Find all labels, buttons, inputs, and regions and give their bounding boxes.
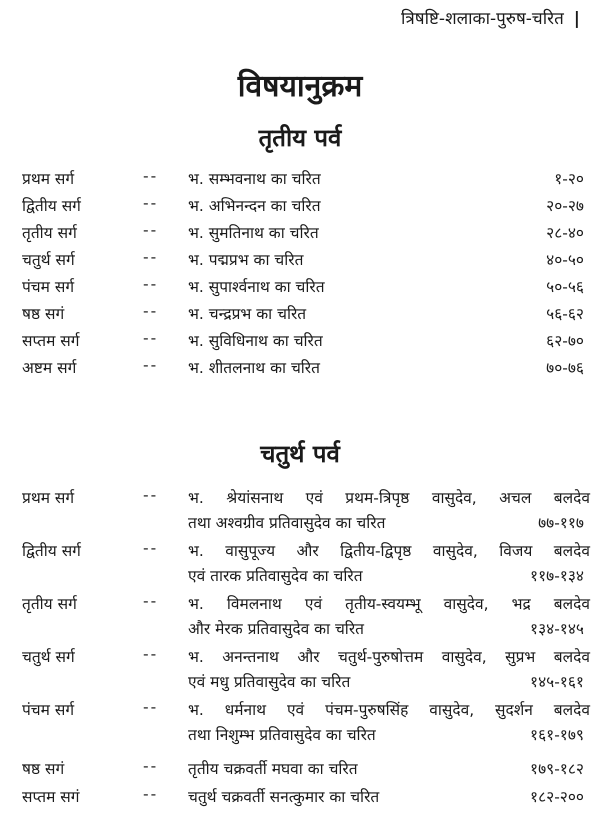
toc-row <box>0 539 600 589</box>
sarga-label: पंचम सर्ग <box>22 701 75 719</box>
page-range: १३४-१४५ <box>530 620 584 638</box>
sarga-label: द्वितीय सर्ग <box>22 542 81 560</box>
separator-dash: -- <box>143 757 159 775</box>
sarga-label: सप्तम सगं <box>22 788 80 806</box>
separator-dash: -- <box>143 248 159 266</box>
chapter-title: भ. सुविधिनाथ का चरित <box>188 332 323 350</box>
page-range: ७७-११७ <box>538 514 584 532</box>
sarga-label: प्रथम सर्ग <box>22 170 75 188</box>
toc-row <box>0 302 600 329</box>
page-range: १-२० <box>554 170 584 188</box>
toc-row <box>0 592 600 642</box>
page-range: ५६-६२ <box>546 305 584 323</box>
toc-row <box>0 167 600 194</box>
page-range: २०-२७ <box>546 197 584 215</box>
separator-dash: -- <box>143 194 159 212</box>
page-range: ४०-५० <box>546 251 584 269</box>
chapter-title: भ. चन्द्रप्रभ का चरित <box>188 305 307 323</box>
separator-dash: -- <box>143 167 159 185</box>
toc-row <box>0 757 600 784</box>
sarga-label: तृतीय सर्ग <box>22 224 77 242</box>
chapter-title-line-1: भ. विमलनाथ एवं तृतीय-स्वयम्भू वासुदेव, भद्र बलदेव <box>188 595 590 613</box>
sarga-label: द्वितीय सर्ग <box>22 197 81 215</box>
page-range: २८-४० <box>546 224 584 242</box>
chapter-title-line-2: तथा अश्वग्रीव प्रतिवासुदेव का चरित <box>188 514 386 532</box>
page-range: १७९-१८२ <box>530 760 584 778</box>
separator-dash: -- <box>143 356 159 374</box>
toc-row <box>0 275 600 302</box>
chapter-title: भ. सम्भवनाथ का चरित <box>188 170 321 188</box>
chapter-title-line-2: एवं तारक प्रतिवासुदेव का चरित <box>188 567 363 585</box>
chapter-title-line-2: और मेरक प्रतिवासुदेव का चरित <box>188 620 364 638</box>
toc-row <box>0 645 600 695</box>
toc-row <box>0 329 600 356</box>
separator-dash: -- <box>143 785 159 803</box>
toc-row <box>0 356 600 383</box>
sarga-label: अष्टम सर्ग <box>22 359 77 377</box>
sarga-label: चतुर्थ सर्ग <box>22 648 75 666</box>
chapter-title-line-1: भ. श्रेयांसनाथ एवं प्रथम-त्रिपृष्ठ वासुदेव, अचल बलदेव <box>188 489 590 507</box>
running-head <box>280 6 580 29</box>
separator-dash: -- <box>143 302 159 320</box>
page-title: विषयानुक्रम <box>237 69 363 104</box>
separator-dash: -- <box>143 329 159 347</box>
separator-dash: -- <box>143 698 159 716</box>
chapter-title-line-2: एवं मधु प्रतिवासुदेव का चरित <box>188 673 351 691</box>
chapter-title-line-1: भ. अनन्तनाथ और चतुर्थ-पुरुषोत्तम वासुदेव, सुप्रभ बलदेव <box>188 648 590 666</box>
page-range: १४५-१६१ <box>530 673 584 691</box>
toc-row <box>0 221 600 248</box>
toc-row <box>0 698 600 748</box>
page-range: ११७-१३४ <box>530 567 584 585</box>
separator-dash: -- <box>143 592 159 610</box>
sarga-label: तृतीय सर्ग <box>22 595 77 613</box>
sarga-label: प्रथम सर्ग <box>22 489 75 507</box>
chapter-title: भ. शीतलनाथ का चरित <box>188 359 320 377</box>
chapter-title: भ. सुपार्श्वनाथ का चरित <box>188 278 325 296</box>
chapter-title-line-1: भ. वासुपूज्य और द्वितीय-द्विपृष्ठ वासुदेव, विजय बलदेव <box>188 542 590 560</box>
running-head-bar: | <box>573 9 580 29</box>
toc-row <box>0 194 600 221</box>
toc-row <box>0 248 600 275</box>
separator-dash: -- <box>143 539 159 557</box>
page-range: १६१-१७९ <box>530 726 584 744</box>
sarga-label: षष्ठ सगं <box>22 760 65 778</box>
separator-dash: -- <box>143 645 159 663</box>
sarga-label: पंचम सर्ग <box>22 278 75 296</box>
running-head-text: त्रिषष्टि-शलाका-पुरुष-चरित <box>400 9 564 29</box>
page-range: १८२-२०० <box>530 788 584 806</box>
section-title: तृतीय पर्व <box>258 124 342 152</box>
separator-dash: -- <box>143 486 159 504</box>
chapter-title: भ. अभिनन्दन का चरित <box>188 197 321 215</box>
chapter-title: भ. सुमतिनाथ का चरित <box>188 224 319 242</box>
section-title: चतुर्थ पर्व <box>260 440 340 468</box>
toc-row <box>0 785 600 812</box>
page-range: ५०-५६ <box>546 278 584 296</box>
sarga-label: षष्ठ सगं <box>22 305 65 323</box>
page-range: ६२-७० <box>546 332 584 350</box>
sarga-label: सप्तम सर्ग <box>22 332 80 350</box>
toc-row <box>0 486 600 536</box>
separator-dash: -- <box>143 221 159 239</box>
chapter-title-line-2: तथा निशुम्भ प्रतिवासुदेव का चरित <box>188 726 376 744</box>
chapter-title-line-1: भ. धर्मनाथ एवं पंचम-पुरुषसिंह वासुदेव, सुदर्शन बलदेव <box>188 701 590 719</box>
page-range: ७०-७६ <box>546 359 584 377</box>
separator-dash: -- <box>143 275 159 293</box>
chapter-title: चतुर्थ चक्रवर्ती सनत्कुमार का चरित <box>188 788 380 806</box>
sarga-label: चतुर्थ सर्ग <box>22 251 75 269</box>
chapter-title: तृतीय चक्रवर्ती मघवा का चरित <box>188 760 358 778</box>
chapter-title: भ. पद्मप्रभ का चरित <box>188 251 304 269</box>
